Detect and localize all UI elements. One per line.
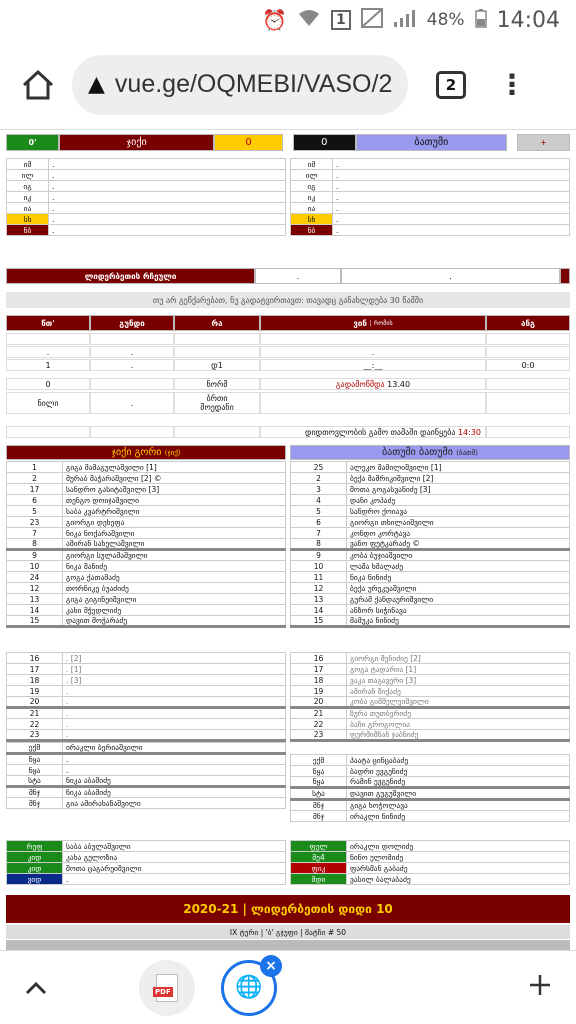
player-row [291, 605, 570, 616]
player-row [7, 776, 286, 787]
player-number: 24 [7, 572, 63, 583]
player-row [7, 730, 286, 741]
player-number: ექმ [7, 743, 63, 754]
period-value: . [49, 192, 286, 203]
player-number: 18 [7, 675, 63, 686]
player-number: ვიდ [7, 874, 63, 885]
period-row [291, 214, 570, 225]
player-name: . [63, 754, 286, 765]
player-name: დავით გუგუშვილი [347, 788, 570, 800]
player-number: 23 [7, 517, 63, 528]
period-value: . [49, 181, 286, 192]
player-number: კიდ [7, 852, 63, 863]
player-number: ნყა [7, 765, 63, 776]
player-name: გიორგი დეხეფა [63, 517, 286, 528]
player-row [7, 539, 286, 550]
player-number: 21 [291, 708, 347, 719]
home-staff [6, 742, 286, 809]
player-row [7, 462, 286, 473]
tab-count: 2 [445, 75, 457, 94]
event-row: დიდთოვლობის გამო თამაში დაინყება 14:30 [6, 426, 570, 438]
player-row [291, 730, 570, 741]
home-lineup [6, 461, 286, 628]
away-team-name: ბათუმი [356, 134, 507, 151]
player-number: 17 [7, 484, 63, 495]
player-number: 25 [291, 462, 347, 473]
player-number: 15 [7, 616, 63, 627]
player-number: რეფ [7, 841, 63, 852]
clock: 14:04 [496, 7, 560, 33]
period-value: . [333, 170, 570, 181]
player-row [7, 594, 286, 605]
player-row [7, 798, 286, 809]
player-number: მნჯ [7, 787, 63, 798]
player-name: პაატა ცინცაბაძე [347, 755, 570, 766]
pdf-icon: PDF [156, 974, 178, 1002]
player-number: ფიკ [291, 863, 347, 874]
player-row [7, 863, 286, 874]
player-row [291, 484, 570, 495]
player-number: 11 [291, 572, 347, 583]
player-row [7, 484, 286, 495]
player-number: 20 [291, 697, 347, 708]
period-label: ნბ [291, 225, 333, 236]
player-row [291, 583, 570, 594]
away-goals: 0 [293, 134, 356, 151]
player-name: ამირან სახელაშვილი [63, 539, 286, 550]
player-number: მნჯ [7, 798, 63, 809]
player-number: 7 [7, 528, 63, 539]
player-name: . [63, 730, 286, 741]
wifi-icon [297, 8, 321, 33]
player-row [7, 686, 286, 697]
player-number: 2 [7, 473, 63, 484]
player-number: 17 [7, 664, 63, 675]
player-row [291, 462, 570, 473]
player-row [291, 755, 570, 766]
player-row [7, 664, 286, 675]
period-value: . [49, 170, 286, 181]
player-name: თორნიკე ბუაძიძე [63, 583, 286, 594]
period-label: იგ [7, 181, 49, 192]
player-name: შოთა ცაგარეიშვილი [63, 863, 286, 874]
add-button[interactable]: + [517, 134, 570, 151]
period-value: . [49, 225, 286, 236]
home-icon [21, 69, 55, 101]
player-number: 22 [291, 719, 347, 730]
player-row [291, 686, 570, 697]
period-row [7, 214, 286, 225]
player-row [291, 766, 570, 777]
refresh-notice: თუ არ გეწქარებათ, ნუ გადატვირთავთ: თავადც განახლდება 30 წამში [6, 292, 570, 308]
away-lineup [290, 461, 570, 628]
player-number: 18 [291, 675, 347, 686]
player-number: 23 [291, 730, 347, 741]
player-name: ირაკლი ნინიძე [347, 811, 570, 822]
player-number: 15 [291, 616, 347, 627]
player-row [7, 765, 286, 776]
player-name: ბაჩი გროგოლია [347, 719, 570, 730]
player-number: 10 [291, 561, 347, 572]
player-number: ნყა [291, 777, 347, 788]
player-row [7, 561, 286, 572]
player-row [291, 777, 570, 788]
player-row [291, 594, 570, 605]
player-name: ბექა მამრიკიშვილი [2] [347, 473, 570, 484]
player-row [291, 561, 570, 572]
signal-icon [393, 8, 417, 33]
player-number: 2 [291, 473, 347, 484]
period-value: . [49, 214, 286, 225]
player-number: 12 [291, 583, 347, 594]
player-name: . [63, 686, 286, 697]
match-info: IX ტური | 'ბ' გჯუფი | მატჩი # 50 [6, 925, 570, 939]
period-row [291, 159, 570, 170]
player-row [291, 852, 570, 863]
player-name: სანდრო გასიტაშვილი [3] [63, 484, 286, 495]
close-icon[interactable]: × [260, 955, 282, 977]
alarm-icon: ⏰ [262, 8, 288, 32]
url-text: vue.ge/OQMEBI/VASO/2 [114, 70, 393, 98]
player-number: 21 [7, 708, 63, 719]
player-row [7, 787, 286, 798]
player-name: საბა აბულაშვილი [63, 841, 286, 852]
player-number: 12 [7, 583, 63, 594]
player-row [7, 852, 286, 863]
player-row [7, 675, 286, 686]
player-number: 3 [291, 484, 347, 495]
period-row [7, 192, 286, 203]
web-tab-button[interactable] [221, 957, 277, 1016]
player-row [7, 528, 286, 539]
player-row [7, 583, 286, 594]
player-name: . [63, 874, 286, 885]
player-number: 1 [7, 462, 63, 473]
tab-switcher-button[interactable] [436, 71, 466, 99]
player-row [291, 863, 570, 874]
player-number: 6 [291, 517, 347, 528]
player-row [291, 664, 570, 675]
player-row [7, 697, 286, 708]
player-number: 5 [7, 506, 63, 517]
period-label: ილ [7, 170, 49, 181]
period-value: . [333, 181, 570, 192]
player-name: გოგა ტადარია [1] [347, 664, 570, 675]
home-team-header: ჯიქი გორი (ჯიქ) [6, 445, 286, 460]
player-name: ვასილ ბალაბაძე [347, 874, 570, 885]
player-name: ირაკლი ბერიაშვილი [63, 743, 286, 754]
player-row [7, 841, 286, 852]
player-name: . [63, 719, 286, 730]
player-name: ირაკლი დოლიძე [347, 841, 570, 852]
period-row [291, 225, 570, 236]
player-number: 9 [7, 550, 63, 561]
player-row [291, 528, 570, 539]
player-number: 13 [291, 594, 347, 605]
player-name: გიგა გიგინეიშვილი [63, 594, 286, 605]
player-number: 14 [7, 605, 63, 616]
player-row [291, 697, 570, 708]
period-label: იმ [291, 159, 333, 170]
period-value: . [333, 214, 570, 225]
status-bar [0, 0, 576, 40]
player-name: საბა კვარტრიშვილი [63, 506, 286, 517]
event-row: ნილი . ბრთი მოედანი [6, 392, 570, 414]
player-name: დანი კოპაძე [347, 495, 570, 506]
bottom-toolbar [0, 950, 576, 1024]
overflow-menu-icon[interactable]: ⋮ [498, 68, 526, 101]
player-name: გიორგი სულამაშვილი [63, 550, 286, 561]
player-number: ფელ [291, 841, 347, 852]
player-number: 9 [291, 550, 347, 561]
away-staff [290, 754, 570, 822]
player-row [291, 874, 570, 885]
player-number: მნჯ [291, 800, 347, 811]
player-name: ლაშა ხმალაძე [347, 561, 570, 572]
player-name: . [63, 765, 286, 776]
period-label: ილ [291, 170, 333, 181]
home-subs [6, 652, 286, 742]
player-row [291, 506, 570, 517]
player-number: სტა [291, 788, 347, 800]
player-number: 16 [7, 653, 63, 664]
player-name: . [63, 708, 286, 719]
period-table-left [6, 158, 286, 236]
warning-icon: ▲ [88, 72, 105, 97]
home-goals: 0 [214, 134, 283, 151]
period-label: სხ [7, 214, 49, 225]
player-row [291, 539, 570, 550]
player-row [291, 800, 570, 811]
player-row [291, 841, 570, 852]
period-label: იკ [291, 192, 333, 203]
player-name: თენგო დოიჯაშვილი [63, 495, 286, 506]
pdf-tab-button[interactable] [139, 960, 195, 1016]
player-number: ექმ [291, 755, 347, 766]
player-name: ზურა თუთბერიძე [347, 708, 570, 719]
player-row [291, 708, 570, 719]
player-row [7, 473, 286, 484]
player-name: კობა ბუჯიაშვილი [347, 550, 570, 561]
player-name: გიგა მამაგულაშვილი [1] [63, 462, 286, 473]
player-row [7, 708, 286, 719]
player-name: კობა გიმშელეიშვილი [347, 697, 570, 708]
period-label: იგ [291, 181, 333, 192]
player-name: გიგა ხოჭოლავა [347, 800, 570, 811]
period-value: . [333, 192, 570, 203]
period-table-right [290, 158, 570, 236]
player-row [7, 495, 286, 506]
player-name: . [3] [63, 675, 286, 686]
period-value: . [49, 203, 286, 214]
globe-icon: 🌐 [235, 975, 263, 1000]
player-name: სანდრო ქოიავა [347, 506, 570, 517]
event-row: 1 . დ1 __:__ 0:0 [6, 359, 570, 371]
player-number: 5 [291, 506, 347, 517]
player-number: 17 [291, 664, 347, 675]
player-name: გია ამირახანაშვილი [63, 798, 286, 809]
live-minute: 0' [6, 134, 59, 151]
period-row [291, 192, 570, 203]
player-row [7, 517, 286, 528]
player-name: გიორგი შენიძიე [2] [347, 653, 570, 664]
period-label: იმ [7, 159, 49, 170]
event-row [6, 333, 570, 345]
player-row [291, 517, 570, 528]
player-row [7, 616, 286, 627]
leader-bar: ლიდერბეთის რჩეული . . [6, 268, 570, 284]
player-name: ფარსმან გაბაძე [347, 863, 570, 874]
player-number: ნყა [7, 754, 63, 765]
player-name: შოთა გოგასვანიძე [3] [347, 484, 570, 495]
player-row [291, 675, 570, 686]
period-row [291, 170, 570, 181]
event-row: 0 ნორმ გადამოწმდა 13.40 [6, 378, 570, 390]
period-row [7, 170, 286, 181]
address-bar[interactable] [72, 55, 408, 115]
player-name: ნიკა აბამიძე [63, 776, 286, 787]
player-row [7, 874, 286, 885]
away-officials [290, 840, 570, 885]
player-row [7, 743, 286, 754]
away-subs [290, 652, 570, 742]
player-row [291, 719, 570, 730]
signal-off-icon [361, 8, 383, 33]
player-row [7, 572, 286, 583]
player-number: 19 [7, 686, 63, 697]
player-number: 8 [7, 539, 63, 550]
home-officials [6, 840, 286, 885]
player-row [7, 506, 286, 517]
period-label: ია [7, 203, 49, 214]
player-row [291, 495, 570, 506]
player-number: 22 [7, 719, 63, 730]
player-row [291, 473, 570, 484]
events-header: წთ' გუნდი რა ვინ | რომის ანგ [6, 315, 570, 331]
player-name: . [2] [63, 653, 286, 664]
player-row [7, 605, 286, 616]
home-button[interactable] [14, 61, 62, 109]
period-row [7, 181, 286, 192]
period-row [291, 181, 570, 192]
player-name: ამირან შიქაძე [347, 686, 570, 697]
player-number: მდი [291, 874, 347, 885]
player-name: ნიკა აბამიძე [63, 787, 286, 798]
player-row [291, 653, 570, 664]
player-number: 13 [7, 594, 63, 605]
period-row [7, 203, 286, 214]
player-number: 14 [291, 605, 347, 616]
player-name: კახი მჭედლიძე [63, 605, 286, 616]
period-value: . [333, 159, 570, 170]
player-name: ნიკა შანიძე [63, 561, 286, 572]
player-name: ნიკა ნოქარაშვილი [63, 528, 286, 539]
player-number: 16 [291, 653, 347, 664]
period-label: ნბ [7, 225, 49, 236]
period-value: . [333, 203, 570, 214]
player-name: ალეკო შამილიშვილი [1] [347, 462, 570, 473]
player-number: 4 [291, 495, 347, 506]
period-value: . [49, 159, 286, 170]
period-row [7, 159, 286, 170]
player-number: კიდ [7, 863, 63, 874]
browser-toolbar [0, 40, 576, 130]
player-number: მე4 [291, 852, 347, 863]
player-row [291, 811, 570, 822]
player-name: ნინო ელომიძე [347, 852, 570, 863]
league-banner: 2020-21 | ლიდერბეთის დიდი 10 [6, 895, 570, 923]
player-name: ფერმიშნან ჯაბნიძე [347, 730, 570, 741]
period-label: ია [291, 203, 333, 214]
player-name: გიორგი თხილაიშვილი [347, 517, 570, 528]
player-name: ბექა ურეკუაშვილი [347, 583, 570, 594]
player-number: 6 [7, 495, 63, 506]
away-team-header: ბათუმი ბათუმი (ბათმ) [290, 445, 570, 460]
period-row [7, 225, 286, 236]
player-name: ვაკა თაგავერი [3] [347, 675, 570, 686]
chevron-up-icon[interactable] [24, 973, 48, 1003]
player-row [291, 788, 570, 800]
score-header [6, 134, 570, 151]
player-number: 23 [7, 730, 63, 741]
player-name: კახა გელოზია [63, 852, 286, 863]
player-name: რამინ ევგენიძე [347, 777, 570, 788]
player-name: გოგა ქათამაძე [63, 572, 286, 583]
player-number: 20 [7, 697, 63, 708]
player-number: 7 [291, 528, 347, 539]
player-name: კონდო კორტავა [347, 528, 570, 539]
battery-percent: 48% [426, 10, 465, 30]
player-name: მამუკა ნინიძე [347, 616, 570, 627]
player-name: ბადრი ევგენიძე [347, 766, 570, 777]
sim-icon: 1 [331, 10, 351, 30]
player-row [291, 572, 570, 583]
player-name: ნიკა ნინიძე [347, 572, 570, 583]
player-name: მურაბ მაჭარაშვილი [2] © [63, 473, 286, 484]
player-number: 10 [7, 561, 63, 572]
player-number: მნჯ [291, 811, 347, 822]
player-number: 19 [291, 686, 347, 697]
event-row: . . . [6, 346, 570, 358]
period-label: იკ [7, 192, 49, 203]
period-label: სხ [291, 214, 333, 225]
player-name: ვანო ფუტკარაძე © [347, 539, 570, 550]
player-name: დავით მოჭარაძე [63, 616, 286, 627]
web-page [0, 130, 576, 950]
period-row [291, 203, 570, 214]
player-name: . [1] [63, 664, 286, 675]
player-number: 8 [291, 539, 347, 550]
home-team-name: ჯიქი [59, 134, 214, 151]
player-name: გურამ ქანდაურიშვილი [347, 594, 570, 605]
player-row [291, 616, 570, 627]
player-row [7, 653, 286, 664]
battery-icon [475, 8, 487, 33]
player-number: სტა [7, 776, 63, 787]
player-row [7, 754, 286, 765]
player-number: ნყა [291, 766, 347, 777]
player-name: . [63, 697, 286, 708]
player-row [7, 550, 286, 561]
leader-label: ლიდერბეთის რჩეული [6, 268, 255, 284]
player-row [291, 550, 570, 561]
new-tab-button[interactable] [528, 970, 552, 1005]
player-row [7, 719, 286, 730]
period-value: . [333, 225, 570, 236]
player-name: ანზორ სიჭინავა [347, 605, 570, 616]
